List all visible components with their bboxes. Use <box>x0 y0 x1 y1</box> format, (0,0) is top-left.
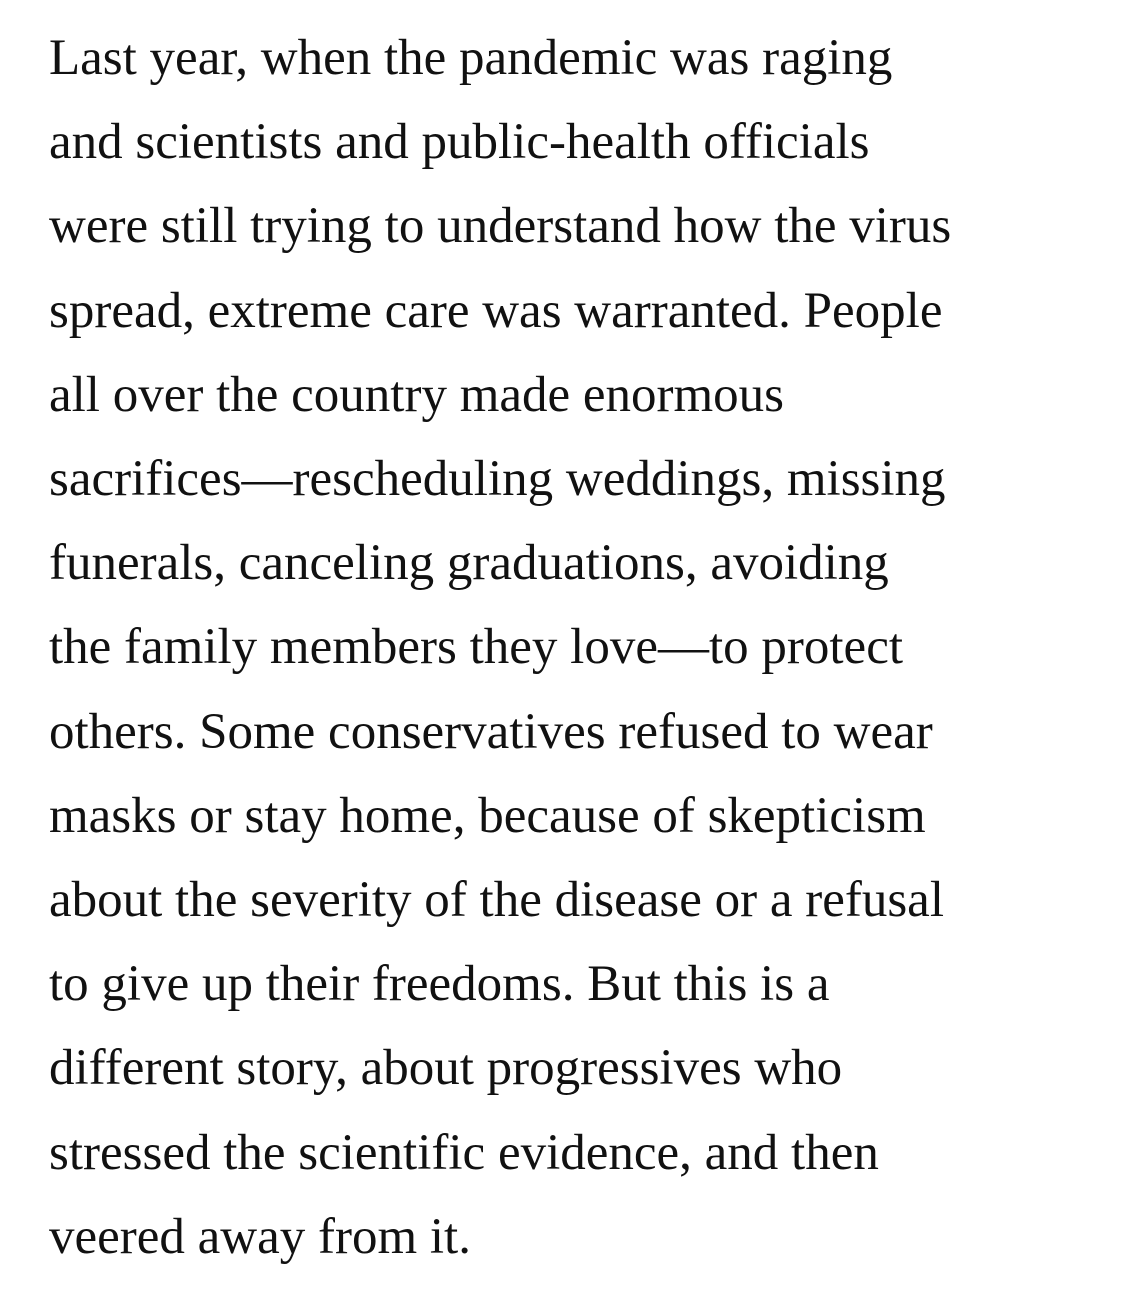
paragraph-line: were still trying to understand how the virus <box>49 198 952 255</box>
paragraph-line: about the severity of the disease or a refusal <box>49 872 944 929</box>
article-paragraph <box>49 16 1109 1279</box>
paragraph-line: and scientists and public-health officials <box>49 114 870 171</box>
paragraph-line: veered away from it. <box>49 1208 471 1265</box>
paragraph-line: funerals, canceling graduations, avoiding <box>49 535 889 592</box>
paragraph-line: others. Some conservatives refused to wear <box>49 703 933 760</box>
paragraph-line: masks or stay home, because of skepticism <box>49 787 926 844</box>
paragraph-line: to give up their freedoms. But this is a <box>49 956 830 1013</box>
paragraph-line: the family members they love—to protect <box>49 619 904 676</box>
paragraph-line: different story, about progressives who <box>49 1040 843 1097</box>
paragraph-line: sacrifices—rescheduling weddings, missing <box>49 451 946 508</box>
paragraph-line: spread, extreme care was warranted. People <box>49 282 943 339</box>
paragraph-line: stressed the scientific evidence, and then <box>49 1124 879 1181</box>
paragraph-line: Last year, when the pandemic was raging <box>49 30 893 86</box>
paragraph-line: all over the country made enormous <box>49 366 785 423</box>
